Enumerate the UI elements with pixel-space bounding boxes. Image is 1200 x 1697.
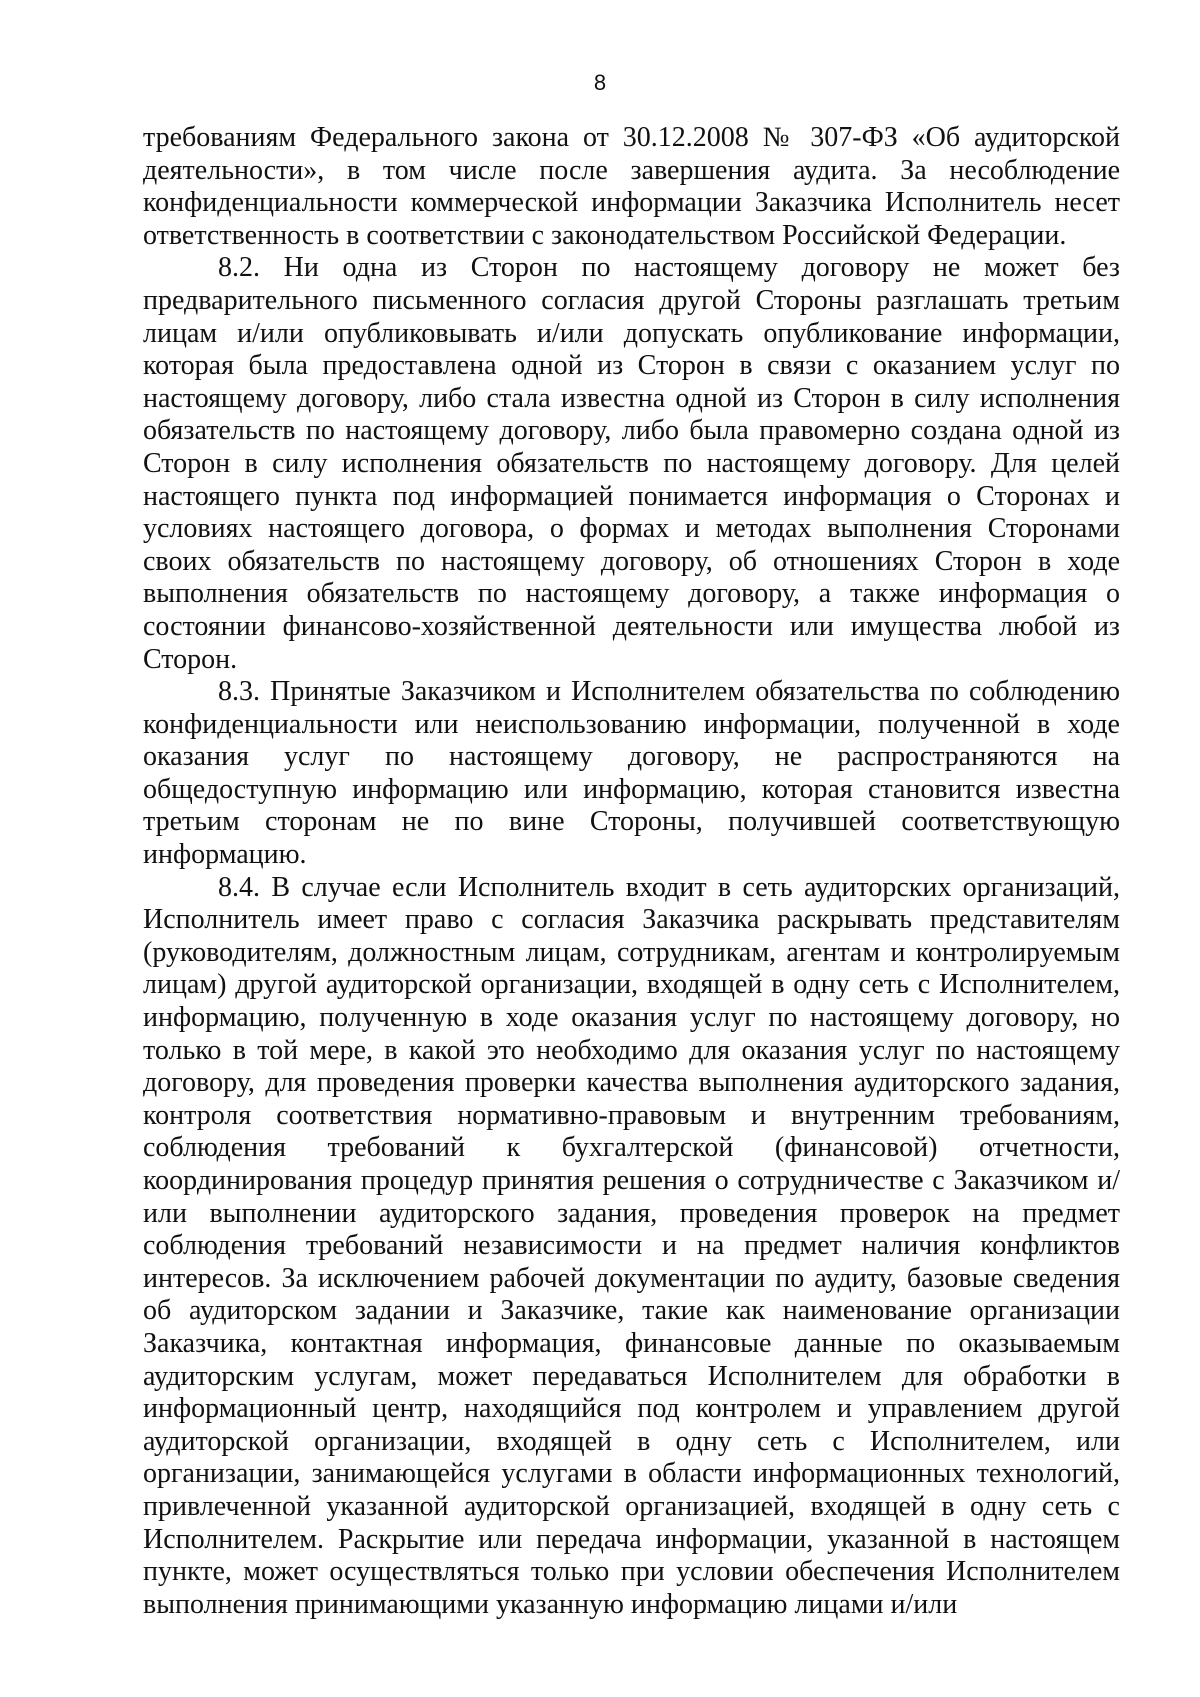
document-body xyxy=(143,122,1120,1621)
paragraph-8-4: 8.4. В случае если Исполнитель входит в сеть аудиторских организаций, Исполнитель имеет право с согласия Заказчика раскрывать представителям (руководителям, должностным лицам, сотрудникам, агентам и контролируемым лицам) другой аудиторской организации, входящей в одну сеть с Исполнителем, информацию, полученную в ходе оказания услуг по настоящему договору, но только в той мере, в какой это необходимо для оказания услуг по настоящему договору, для проведения проверки качества выполнения аудиторского задания, контроля соответствия нормативно-правовым и внутренним требованиям, соблюдения требований к бухгалтерской (финансовой) отчетности, координирования процедур принятия решения о сотрудничестве с Заказчиком и/или выполнении аудиторского задания, проведения проверок на предмет соблюдения требований независимости и на предмет наличия конфликтов интересов. За исключением рабочей документации по аудиту, базовые сведения об аудиторском задании и Заказчике, такие как наименование организации Заказчика, контактная информация, финансовые данные по оказываемым аудиторским услугам, может передаваться Исполнителем для обработки в информационный центр, находящийся под контролем и управлением другой аудиторской организации, входящей в одну сеть с Исполнителем, или организации, занимающейся услугами в области информационных технологий, привлеченной указанной аудиторской организацией, входящей в одну сеть с Исполнителем. Раскрытие или передача информации, указанной в настоящем пункте, может осуществляться только при условии обеспечения Исполнителем выполнения принимающими указанную информацию лицами и/или xyxy=(143,871,1120,1620)
paragraph-8-3: 8.3. Принятые Заказчиком и Исполнителем обязательства по соблюдению конфиденциальности или неиспользованию информации, полученной в ходе оказания услуг по настоящему договору, не распространяются на общедоступную информацию или информацию, которая становится известна третьим сторонам не по вине Стороны, получившей соответствующую информацию. xyxy=(143,676,1120,871)
paragraph-8-2: 8.2. Ни одна из Сторон по настоящему договору не может без предварительного письменного согласия другой Стороны разглашать третьим лицам и/или опубликовывать и/или допускать опубликование информации, которая была предоставлена одной из Сторон в связи с оказанием услуг по настоящему договору, либо стала известна одной из Сторон в силу исполнения обязательств по настоящему договору, либо была правомерно создана одной из Сторон в силу исполнения обязательств по настоящему договору. Для целей настоящего пункта под информацией понимается информация о Сторонах и условиях настоящего договора, о формах и методах выполнения Сторонами своих обязательств по настоящему договору, об отношениях Сторон в ходе выполнения обязательств по настоящему договору, а также информация о состоянии финансово-хозяйственной деятельности или имущества любой из Сторон. xyxy=(143,252,1120,675)
paragraph-continuation: требованиям Федерального закона от 30.12.2008 № 307-ФЗ «Об аудиторской деятельности», в том числе после завершения аудита. За несоблюдение конфиденциальности коммерческой информации Заказчика Исполнитель несет ответственность в соответствии с законодательством Российской Федерации. xyxy=(143,122,1120,251)
page-number: 8 xyxy=(593,70,607,95)
